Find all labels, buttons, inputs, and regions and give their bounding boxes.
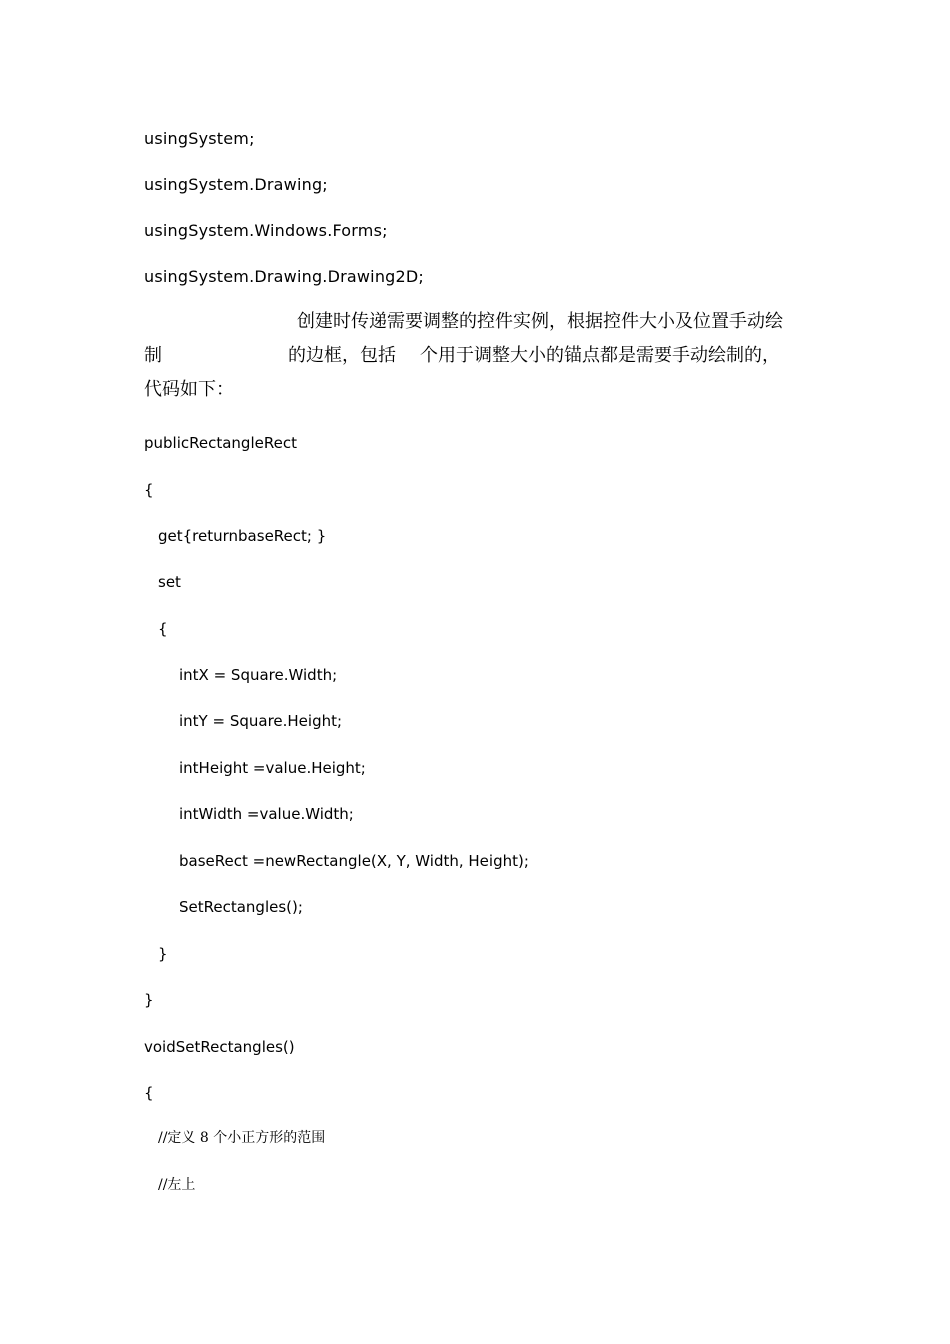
code-height-assignment: intHeight =value.Height; xyxy=(179,759,366,777)
using-system-drawing: usingSystem.Drawing; xyxy=(144,175,328,194)
using-system-windows-forms: usingSystem.Windows.Forms; xyxy=(144,221,388,240)
code-method-declaration: voidSetRectangles() xyxy=(144,1038,295,1056)
code-getter: get{returnbaseRect; } xyxy=(158,527,327,545)
code-setter-keyword: set xyxy=(158,573,181,591)
code-x-assignment: intX = Square.Width; xyxy=(179,666,338,684)
code-rect-declaration: publicRectangleRect xyxy=(144,434,297,452)
code-open-brace-2: { xyxy=(158,620,168,638)
code-comment-top-left: //左上 xyxy=(158,1177,196,1193)
using-system: usingSystem; xyxy=(144,129,255,148)
paragraph-line-2c: 个用于调整大小的锚点都是需要手动绘制的， xyxy=(420,345,780,366)
paragraph-line-3: 代码如下： xyxy=(144,379,234,400)
code-baserect-assignment: baseRect =newRectangle(X, Y, Width, Height); xyxy=(179,852,529,870)
using-system-drawing-2d: usingSystem.Drawing.Drawing2D; xyxy=(144,267,425,286)
paragraph-line-1: 创建时传递需要调整的控件实例，根据控件大小及位置手动绘 xyxy=(297,311,783,332)
code-width-assignment: intWidth =value.Width; xyxy=(179,805,354,823)
code-setrectangles-call: SetRectangles(); xyxy=(179,898,303,916)
code-open-brace-3: { xyxy=(144,1084,154,1102)
paragraph-line-2b: 的边框，包括 xyxy=(288,345,396,366)
code-open-brace-1: { xyxy=(144,481,154,499)
paragraph-line-2a: 制 xyxy=(144,345,162,366)
code-close-brace-2: } xyxy=(158,945,168,963)
code-close-brace-1: } xyxy=(144,991,154,1009)
code-y-assignment: intY = Square.Height; xyxy=(179,712,343,730)
code-comment-define-squares: //定义 8 个小正方形的范围 xyxy=(158,1130,326,1146)
